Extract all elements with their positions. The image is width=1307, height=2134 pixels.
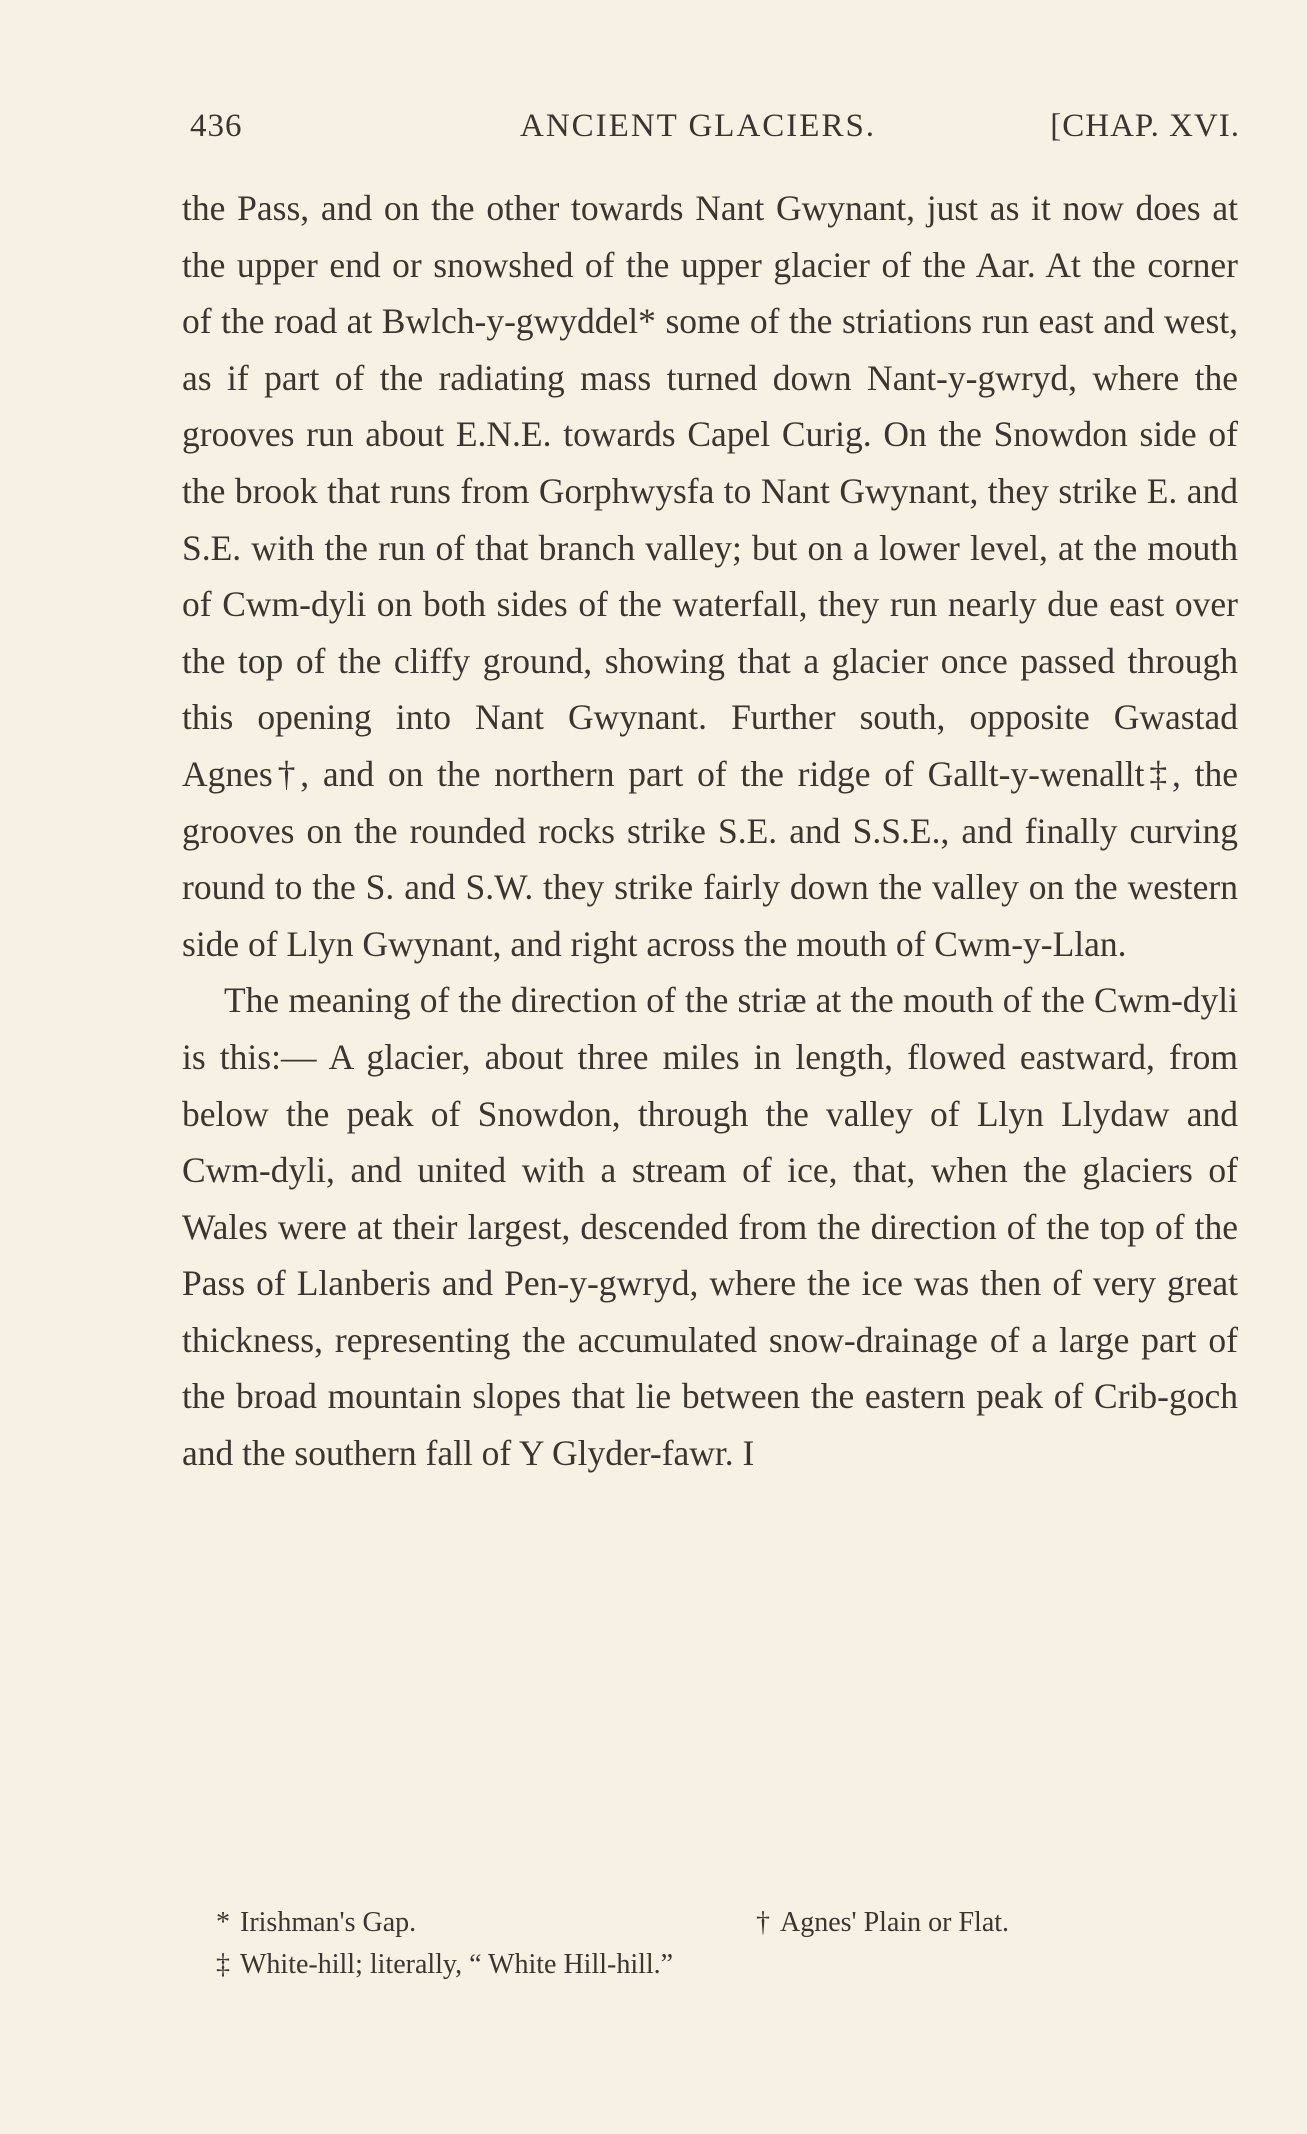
footnote-text: Agnes' Plain or Flat. <box>780 1907 1010 1938</box>
footnote-row <box>216 1902 1236 1944</box>
footnote <box>756 1902 1009 1944</box>
running-header <box>190 108 1240 152</box>
paragraph: the Pass, and on the other towards Nant Gwynant, just as it now does at the upper end or snowshed of the upper glacier of the Aar. At the corner of the road at Bwlch-y-gwyddel* some of the striations run east and west, as if part of the radiating mass turned down Nant-y-gwryd, where the grooves run about E.N.E. towards Capel Curig. On the Snowdon side of the brook that runs from Gorphwysfa to Nant Gwynant, they strike E. and S.E. with the run of that branch valley; but on a lower level, at the mouth of Cwm-dyli on both sides of the waterfall, they run nearly due east over the top of the cliffy ground, showing that a glacier once passed through this opening into Nant Gwynant. Further south, opposite Gwastad Agnes†, and on the northern part of the ridge of Gallt-y-wenallt‡, the grooves on the rounded rocks strike S.E. and S.S.E., and finally curving round to the S. and S.W. they strike fairly down the valley on the western side of Llyn Gwynant, and right across the mouth of Cwm-y-Llan. <box>182 188 1238 964</box>
body-text <box>182 180 1238 1482</box>
running-title: ANCIENT GLACIERS. <box>520 108 877 144</box>
footnote-mark: ‡ <box>216 1949 230 1980</box>
footnote-mark: * <box>216 1907 230 1938</box>
footnote <box>216 1944 673 1986</box>
footnote-row <box>216 1944 1236 1986</box>
page-number: 436 <box>190 108 243 144</box>
footnote-text: White-hill; literally, “ White Hill-hill.” <box>240 1949 674 1980</box>
footnote-text: Irishman's Gap. <box>240 1907 417 1938</box>
footnote <box>216 1902 416 1944</box>
footnote-mark: † <box>756 1907 770 1938</box>
paragraph: The meaning of the direction of the striæ at the mouth of the Cwm-dyli is this:— A glacier, about three miles in length, flowed eastward, from below the peak of Snowdon, through the valley of Llyn Llydaw and Cwm-dyli, and united with a stream of ice, that, when the glaciers of Wales were at their largest, descended from the direction of the top of the Pass of Llanberis and Pen-y-gwryd, where the ice was then of very great thickness, representing the accumulated snow-drainage of a large part of the broad mountain slopes that lie between the eastern peak of Crib-goch and the southern fall of Y Glyder-fawr. I <box>182 980 1238 1474</box>
footnotes <box>216 1902 1236 1986</box>
chapter-label: [CHAP. XVI. <box>1050 108 1240 144</box>
